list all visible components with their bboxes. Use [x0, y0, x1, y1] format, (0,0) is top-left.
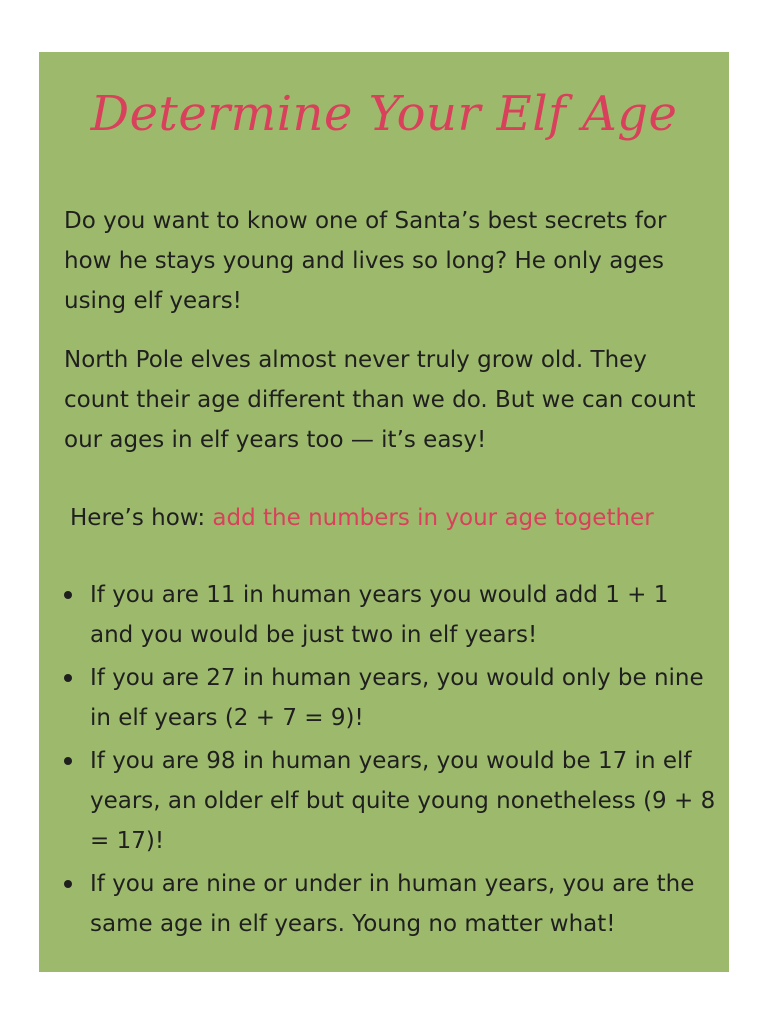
how-to-line	[70, 498, 720, 538]
list-item	[0, 575, 768, 655]
how-to-highlight: add the numbers in your age together	[212, 505, 654, 531]
list-item-text: If you are nine or under in human years, you are the same age in elf years. Young no matter what!	[90, 871, 695, 937]
page-title: Determine Your Elf Age	[90, 86, 678, 142]
how-to-lead: Here’s how:	[70, 505, 213, 531]
examples-list	[0, 575, 768, 947]
list-item	[0, 864, 768, 944]
list-item	[0, 741, 768, 861]
bullet-dot-icon	[64, 757, 72, 765]
list-item-text: If you are 98 in human years, you would be 17 in elf years, an older elf but quite young nonetheless (9 + 8 = 17)!	[90, 748, 716, 854]
list-item-text: If you are 27 in human years, you would only be nine in elf years (2 + 7 = 9)!	[90, 665, 704, 731]
elf-explanation-paragraph: North Pole elves almost never truly grow old. They count their age different than we do. But we can count our ages in elf years too — it’s easy!	[64, 347, 696, 453]
bullet-dot-icon	[64, 880, 72, 888]
bullet-dot-icon	[64, 591, 72, 599]
intro-paragraph: Do you want to know one of Santa’s best secrets for how he stays young and lives so long? He only ages using elf years!	[64, 208, 667, 314]
list-item-text: If you are 11 in human years you would add 1 + 1 and you would be just two in elf years!	[90, 582, 669, 648]
list-item	[0, 658, 768, 738]
bullet-dot-icon	[64, 674, 72, 682]
